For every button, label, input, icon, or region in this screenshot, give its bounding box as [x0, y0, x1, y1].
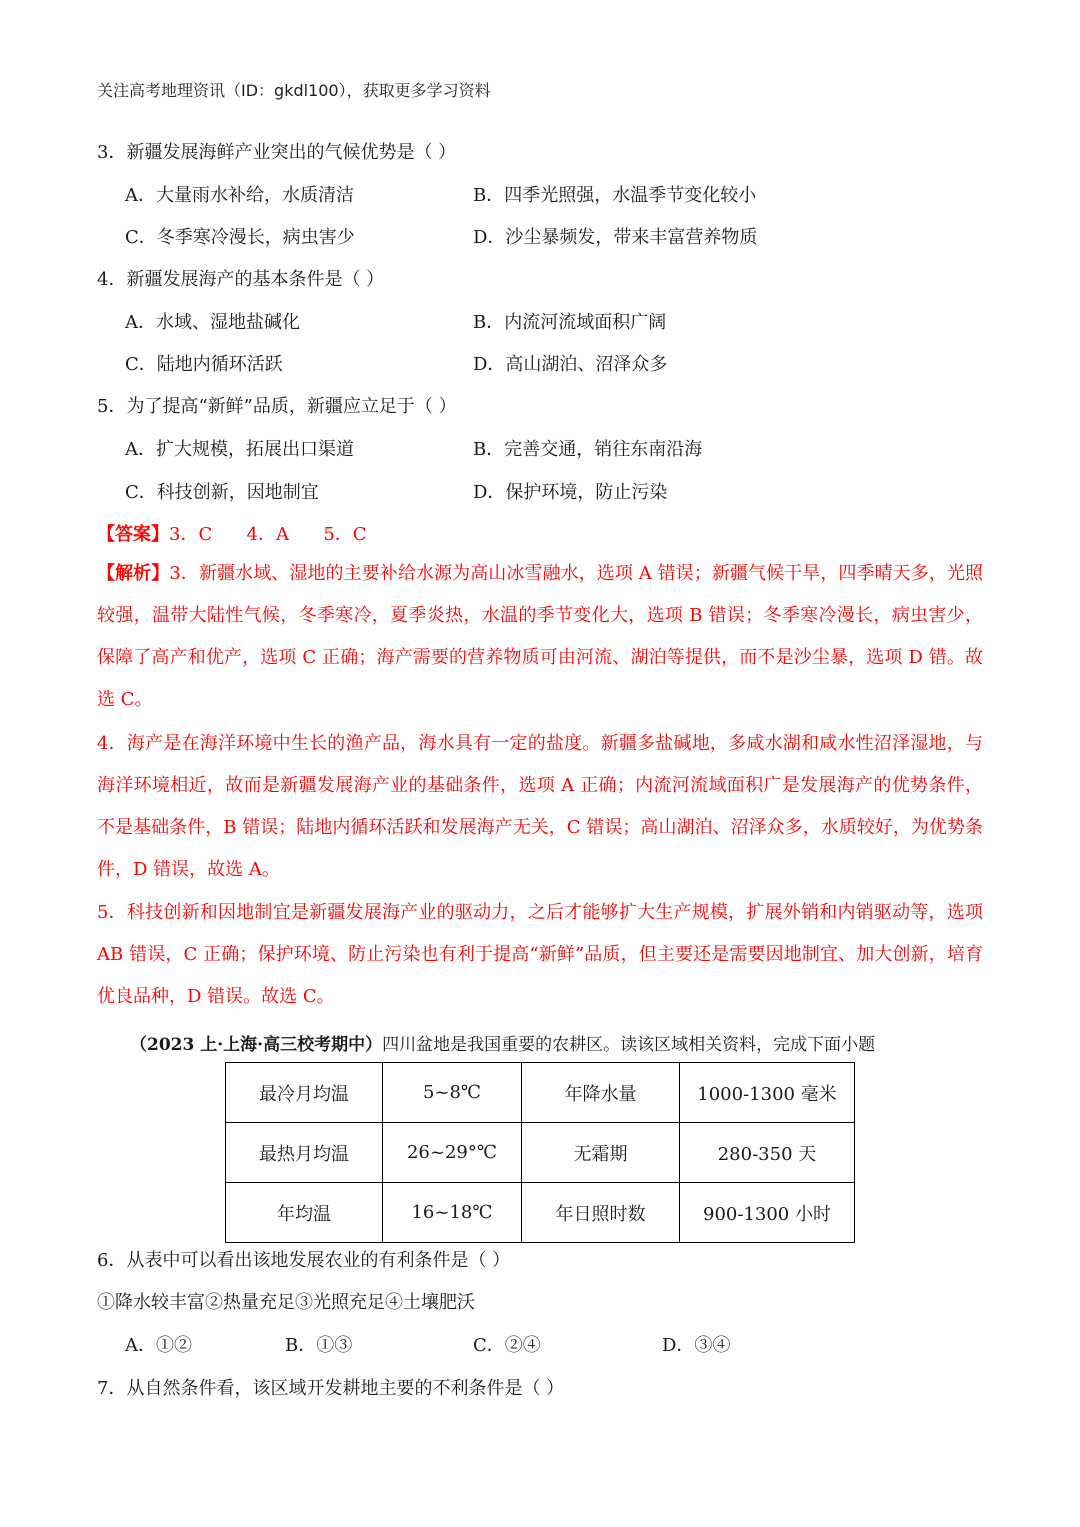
table-row — [226, 1183, 855, 1243]
question-4-stem: 4．新疆发展海产的基本条件是（ ） — [97, 269, 385, 290]
answer-line — [97, 520, 367, 546]
question-5-option-d: D．保护环境，防止污染 — [473, 482, 668, 503]
table-cell: 280-350 天 — [680, 1123, 855, 1183]
question-5-option-c: C．科技创新，因地制宜 — [125, 482, 319, 503]
analysis-paragraph-4: 4．海产是在海洋环境中生长的渔产品，海水具有一定的盐度。新疆多盐碱地，多咸水湖和咸水性沼泽湿地，与海洋环境相近，故而是新疆发展海产业的基础条件，选项 A 正确；内流河流域面积广是发展海产的优势条件，不是基础条件，B 错误；陆地内循环活跃和发展海产无关，C 错误；高山湖泊、沼泽众多，水质较好，为优势条件，D 错误，故选 A。 — [97, 733, 983, 880]
question-6-option-a: A．①② — [125, 1335, 192, 1356]
table-cell: 最冷月均温 — [226, 1063, 383, 1123]
question-6-items: ①降水较丰富②热量充足③光照充足④土壤肥沃 — [97, 1292, 475, 1313]
source-tag: （2023 上·上海·高三校考期中） — [130, 1035, 383, 1055]
analysis-3-text: 3．新疆水域、湿地的主要补给水源为高山冰雪融水，选项 A 错误；新疆气候干旱，四季晴天多，光照较强，温带大陆性气候，冬季寒冷，夏季炎热，水温的季节变化大，选项 B 错误；冬季寒冷漫长，病虫害少，保障了高产和优产，选项 C 正确；海产需要的营养物质可由河流、湖泊等提供，而不是沙尘暴，选项 D 错。故选 C。 — [97, 563, 984, 710]
question-3-option-a: A．大量雨水补给，水质清洁 — [125, 185, 354, 206]
question-6-stem: 6．从表中可以看出该地发展农业的有利条件是（ ） — [97, 1250, 511, 1271]
question-3-option-d: D．沙尘暴频发，带来丰富营养物质 — [473, 227, 758, 248]
table-cell: 年均温 — [226, 1183, 383, 1243]
table-cell: 年降水量 — [522, 1063, 680, 1123]
table-cell: 年日照时数 — [522, 1183, 680, 1243]
climate-table — [225, 1062, 855, 1243]
table-cell: 900-1300 小时 — [680, 1183, 855, 1243]
source-text: 四川盆地是我国重要的农耕区。读该区域相关资料，完成下面小题 — [382, 1035, 876, 1055]
table-cell: 最热月均温 — [226, 1123, 383, 1183]
question-4-option-d: D．高山湖泊、沼泽众多 — [473, 354, 668, 375]
answer-text: 3．C 4．A 5．C — [169, 524, 367, 545]
question-6-option-b: B．①③ — [285, 1335, 353, 1356]
source-line — [130, 1030, 875, 1055]
question-4-option-a: A．水域、湿地盐碱化 — [125, 312, 300, 333]
table-cell: 16~18℃ — [383, 1183, 522, 1243]
question-7-stem: 7．从自然条件看，该区域开发耕地主要的不利条件是（ ） — [97, 1378, 565, 1399]
table-row — [226, 1063, 855, 1123]
table-cell: 26~29°℃ — [383, 1123, 522, 1183]
table-cell: 无霜期 — [522, 1123, 680, 1183]
question-3-option-c: C．冬季寒冷漫长，病虫害少 — [125, 227, 355, 248]
table-row — [226, 1123, 855, 1183]
question-5-option-a: A．扩大规模，拓展出口渠道 — [125, 439, 354, 460]
question-3-option-b: B．四季光照强，水温季节变化较小 — [473, 185, 757, 206]
question-5-option-b: B．完善交通，销往东南沿海 — [473, 439, 703, 460]
question-4-option-c: C．陆地内循环活跃 — [125, 354, 283, 375]
table-cell: 1000-1300 毫米 — [680, 1063, 855, 1123]
question-5-stem: 5．为了提高“新鲜”品质，新疆应立足于（ ） — [97, 396, 457, 417]
question-4-option-b: B．内流河流域面积广阔 — [473, 312, 667, 333]
question-6-option-c: C．②④ — [473, 1335, 541, 1356]
analysis-paragraph-3 — [97, 553, 983, 721]
question-6-option-d: D．③④ — [662, 1335, 731, 1356]
table-cell: 5~8℃ — [383, 1063, 522, 1123]
analysis-label: 【解析】 — [97, 563, 170, 584]
page-header: 关注高考地理资讯（ID：gkdl100），获取更多学习资料 — [97, 81, 491, 100]
analysis-paragraph-5: 5．科技创新和因地制宜是新疆发展海产业的驱动力，之后才能够扩大生产规模，扩展外销和内销驱动等，选项 AB 错误，C 正确；保护环境、防止污染也有利于提高“新鲜”品质，但主要还是需要因地制宜、加大创新，培育优良品种，D 错误。故选 C。 — [97, 902, 983, 1007]
question-3-stem: 3．新疆发展海鲜产业突出的气候优势是（ ） — [97, 142, 457, 163]
answer-label: 【答案】 — [97, 524, 169, 545]
